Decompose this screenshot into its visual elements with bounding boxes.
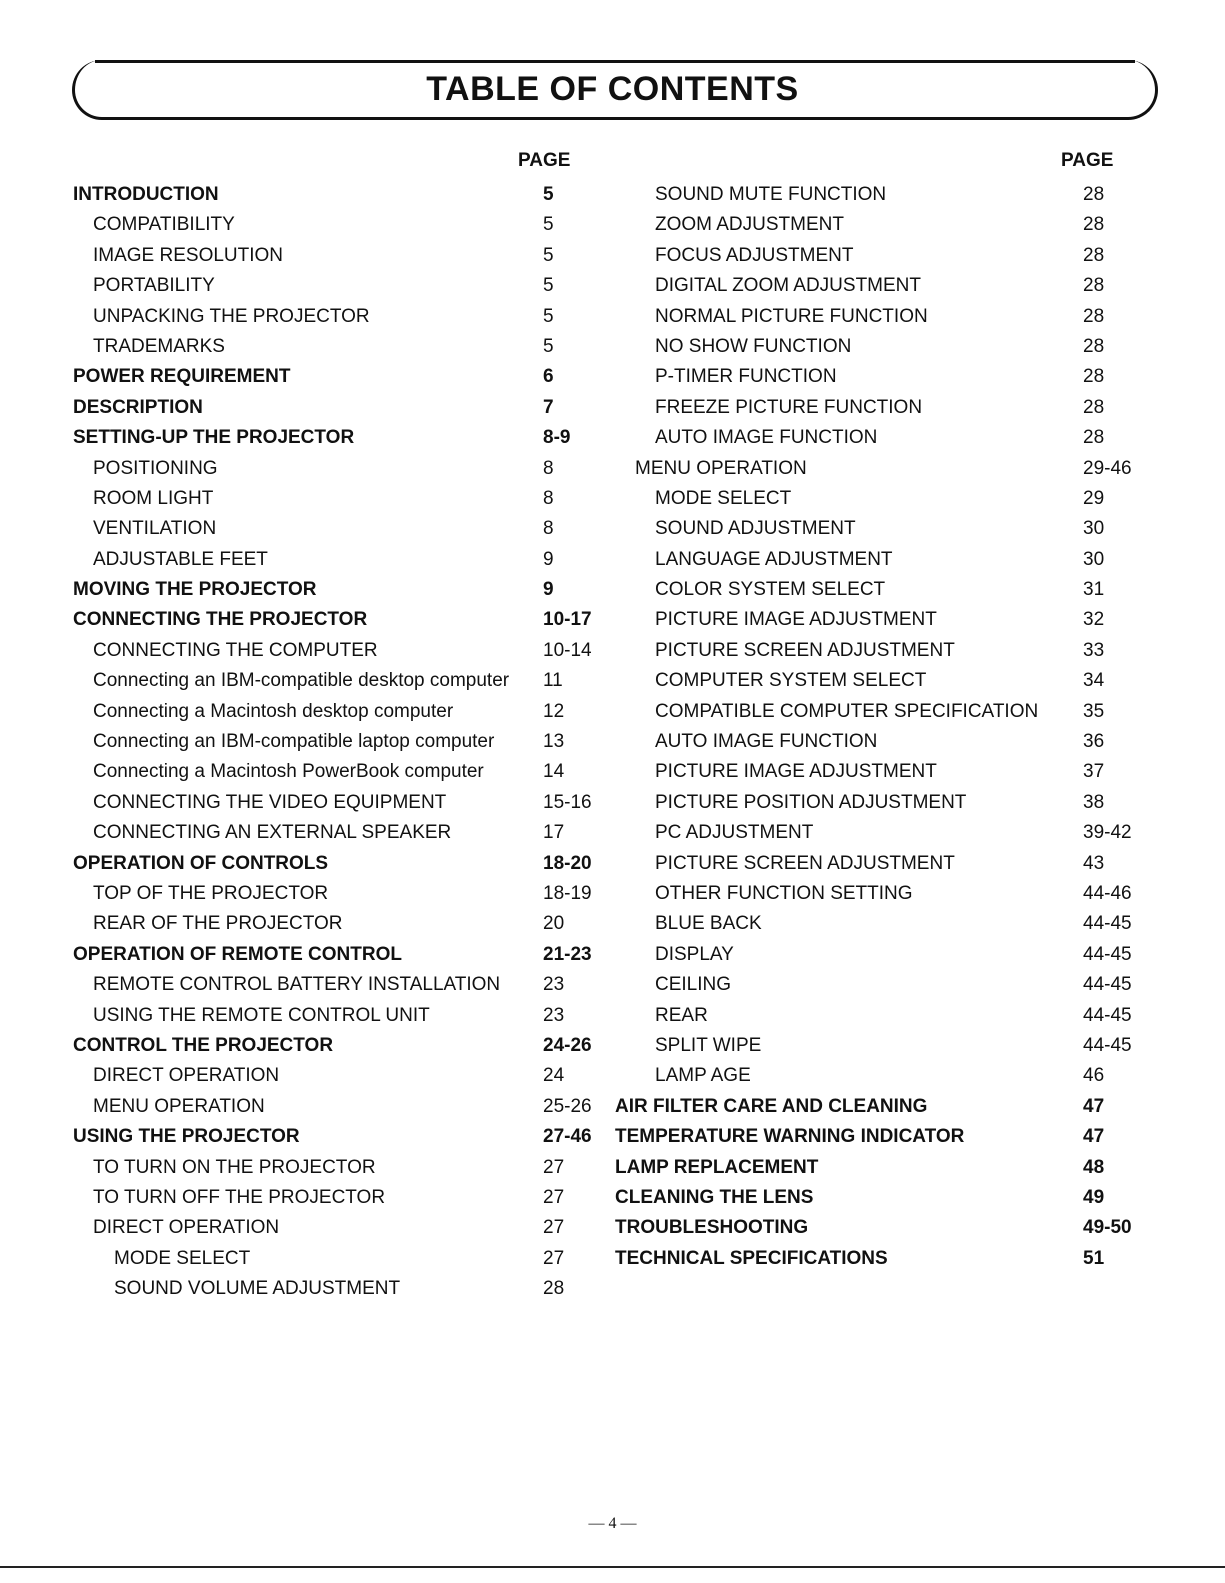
toc-entry bbox=[615, 666, 1175, 696]
page-column-header: PAGE bbox=[518, 150, 571, 171]
toc-entry bbox=[73, 271, 613, 301]
toc-entry-page: 28 bbox=[1083, 184, 1105, 205]
toc-entry bbox=[73, 818, 613, 848]
toc-entry-page: 23 bbox=[543, 974, 565, 996]
toc-entry-page: 33 bbox=[1083, 639, 1105, 661]
toc-entry-page: 28 bbox=[1083, 396, 1105, 418]
toc-entry-label: REAR bbox=[655, 1004, 708, 1026]
toc-entry-page: 29 bbox=[1083, 487, 1105, 509]
toc-entry-label: MOVING THE PROJECTOR bbox=[73, 579, 317, 601]
toc-entry-label: SOUND VOLUME ADJUSTMENT bbox=[114, 1278, 401, 1300]
toc-entry-page: 49 bbox=[1083, 1186, 1105, 1208]
toc-entry bbox=[615, 940, 1175, 970]
toc-entry-page: 27 bbox=[543, 1186, 565, 1208]
toc-entry-label: PICTURE SCREEN ADJUSTMENT bbox=[655, 639, 955, 661]
toc-entry-label: OPERATION OF CONTROLS bbox=[73, 852, 329, 874]
toc-entry-label: NO SHOW FUNCTION bbox=[655, 335, 852, 357]
toc-entry-label: Connecting an IBM-compatible laptop computer bbox=[93, 731, 495, 753]
toc-entry-label: TECHNICAL SPECIFICATIONS bbox=[615, 1247, 888, 1269]
toc-entry-label: TOP OF THE PROJECTOR bbox=[93, 882, 329, 904]
toc-entry-label: LAMP AGE bbox=[655, 1065, 751, 1087]
toc-entry-label: POSITIONING bbox=[93, 457, 218, 479]
toc-entry-page: 32 bbox=[1083, 609, 1105, 631]
toc-entry-label: LAMP REPLACEMENT bbox=[615, 1156, 819, 1178]
toc-entry-label: COMPATIBILITY bbox=[93, 214, 235, 236]
toc-entry-page: 13 bbox=[543, 731, 565, 753]
toc-entry bbox=[615, 1244, 1175, 1274]
toc-entry-label: VENTILATION bbox=[93, 518, 217, 540]
toc-entry bbox=[73, 1153, 613, 1183]
toc-entry bbox=[615, 788, 1175, 818]
toc-entry bbox=[615, 362, 1175, 392]
toc-entry-label: OTHER FUNCTION SETTING bbox=[655, 882, 913, 904]
toc-entry-label: DIRECT OPERATION bbox=[93, 1217, 280, 1239]
toc-entry bbox=[73, 1274, 613, 1304]
toc-entry bbox=[615, 241, 1175, 271]
toc-entry-page: 34 bbox=[1083, 670, 1105, 692]
toc-entry bbox=[615, 818, 1175, 848]
toc-entry bbox=[73, 697, 613, 727]
toc-entry bbox=[615, 1153, 1175, 1183]
toc-entry bbox=[73, 514, 613, 544]
toc-entry bbox=[73, 484, 613, 514]
toc-entry bbox=[615, 757, 1175, 787]
toc-entry-label: SETTING-UP THE PROJECTOR bbox=[73, 427, 355, 449]
toc-entry-label: PICTURE POSITION ADJUSTMENT bbox=[655, 791, 967, 813]
toc-entry-page: 28 bbox=[1083, 335, 1105, 357]
toc-entry-label: OPERATION OF REMOTE CONTROL bbox=[73, 943, 402, 965]
toc-entry-label: PORTABILITY bbox=[93, 275, 215, 297]
toc-entry-label: DISPLAY bbox=[655, 943, 734, 965]
toc-entry-page: 31 bbox=[1083, 579, 1105, 601]
toc-entry-page: 8 bbox=[543, 487, 554, 509]
toc-entry bbox=[73, 666, 613, 696]
toc-entry-label: CEILING bbox=[655, 974, 732, 996]
toc-entry bbox=[73, 1061, 613, 1091]
toc-entry-page: 5 bbox=[543, 184, 554, 205]
toc-entry-page: 14 bbox=[543, 761, 565, 783]
toc-entry-label: TO TURN ON THE PROJECTOR bbox=[93, 1156, 376, 1178]
toc-entry-label: PICTURE IMAGE ADJUSTMENT bbox=[655, 761, 937, 783]
toc-entry bbox=[73, 970, 613, 1000]
toc-entry-page: 21-23 bbox=[543, 943, 592, 965]
toc-entry-label: CONNECTING AN EXTERNAL SPEAKER bbox=[93, 822, 452, 844]
toc-entry-label: PC ADJUSTMENT bbox=[655, 822, 814, 844]
toc-entry-page: 5 bbox=[543, 244, 554, 266]
toc-entry-label: MENU OPERATION bbox=[93, 1095, 265, 1117]
toc-entry-label: CLEANING THE LENS bbox=[615, 1186, 814, 1208]
toc-entry bbox=[615, 1001, 1175, 1031]
toc-entry bbox=[73, 302, 613, 332]
toc-entry-page: 12 bbox=[543, 700, 565, 722]
toc-entry bbox=[615, 575, 1175, 605]
toc-entry bbox=[615, 271, 1175, 301]
toc-entry bbox=[615, 697, 1175, 727]
toc-entry-label: MENU OPERATION bbox=[635, 457, 807, 479]
toc-entry-label: POWER REQUIREMENT bbox=[73, 366, 291, 388]
toc-entry bbox=[615, 180, 1175, 210]
toc-entry-page: 27 bbox=[543, 1247, 565, 1269]
bottom-rule bbox=[0, 1566, 1225, 1568]
toc-entry bbox=[73, 362, 613, 392]
toc-entry-page: 24 bbox=[543, 1065, 565, 1087]
toc-entry-label: DIRECT OPERATION bbox=[93, 1065, 280, 1087]
toc-entry-page: 29-46 bbox=[1083, 457, 1132, 479]
toc-entry-page: 44-46 bbox=[1083, 882, 1132, 904]
toc-entry bbox=[73, 241, 613, 271]
toc-entry bbox=[615, 636, 1175, 666]
toc-entry-label: Connecting a Macintosh PowerBook computer bbox=[93, 761, 484, 783]
toc-entry bbox=[73, 849, 613, 879]
toc-entry-page: 5 bbox=[543, 305, 554, 327]
toc-entry-page: 20 bbox=[543, 913, 565, 935]
toc-entry bbox=[615, 1061, 1175, 1091]
toc-entry-label: COLOR SYSTEM SELECT bbox=[655, 579, 886, 601]
toc-entry-label: COMPATIBLE COMPUTER SPECIFICATION bbox=[655, 700, 1039, 722]
toc-entry bbox=[73, 1183, 613, 1213]
toc-entry-page: 5 bbox=[543, 214, 554, 236]
toc-entry-label: DIGITAL ZOOM ADJUSTMENT bbox=[655, 275, 922, 297]
toc-entry-label: LANGUAGE ADJUSTMENT bbox=[655, 548, 893, 570]
toc-entry-page: 30 bbox=[1083, 548, 1105, 570]
toc-entry bbox=[73, 1092, 613, 1122]
toc-entry bbox=[73, 940, 613, 970]
toc-entry-page: 44-45 bbox=[1083, 913, 1132, 935]
toc-entry-page: 44-45 bbox=[1083, 1034, 1132, 1056]
toc-entry bbox=[615, 454, 1175, 484]
toc-entry bbox=[615, 970, 1175, 1000]
toc-entry-page: 10-14 bbox=[543, 639, 592, 661]
toc-entry bbox=[73, 605, 613, 635]
toc-entry-label: UNPACKING THE PROJECTOR bbox=[93, 305, 370, 327]
toc-entry-page: 5 bbox=[543, 335, 554, 357]
toc-entry bbox=[615, 393, 1175, 423]
toc-entry bbox=[73, 1244, 613, 1274]
toc-entry-label: Connecting a Macintosh desktop computer bbox=[93, 700, 454, 722]
toc-entry-page: 44-45 bbox=[1083, 943, 1132, 965]
toc-entry-label: DESCRIPTION bbox=[73, 396, 203, 418]
toc-entry bbox=[615, 727, 1175, 757]
toc-entry bbox=[73, 788, 613, 818]
toc-entry-label: PICTURE SCREEN ADJUSTMENT bbox=[655, 852, 955, 874]
toc-entry-label: TEMPERATURE WARNING INDICATOR bbox=[615, 1126, 965, 1148]
toc-entry-page: 27 bbox=[543, 1156, 565, 1178]
toc-entry bbox=[73, 757, 613, 787]
toc-entry-label: BLUE BACK bbox=[655, 913, 762, 935]
toc-entry-page: 25-26 bbox=[543, 1095, 592, 1117]
toc-entry-page: 8 bbox=[543, 518, 554, 540]
page-column-header: PAGE bbox=[1061, 150, 1114, 171]
toc-entry-label: PICTURE IMAGE ADJUSTMENT bbox=[655, 609, 937, 631]
toc-entry bbox=[615, 545, 1175, 575]
toc-entry-page: 28 bbox=[543, 1278, 565, 1300]
toc-entry-page: 37 bbox=[1083, 761, 1105, 783]
toc-entry-page: 6 bbox=[543, 366, 554, 388]
toc-entry bbox=[615, 1213, 1175, 1243]
toc-entry-label: REMOTE CONTROL BATTERY INSTALLATION bbox=[93, 974, 501, 996]
toc-entries-right bbox=[615, 180, 1175, 1274]
toc-entry-label: Connecting an IBM-compatible desktop computer bbox=[93, 670, 510, 692]
toc-entry-label: CONNECTING THE VIDEO EQUIPMENT bbox=[93, 791, 447, 813]
toc-entry-label: IMAGE RESOLUTION bbox=[93, 244, 284, 266]
toc-entry bbox=[615, 1183, 1175, 1213]
toc-entry-label: SPLIT WIPE bbox=[655, 1034, 762, 1056]
toc-entry bbox=[73, 545, 613, 575]
toc-entry bbox=[73, 423, 613, 453]
toc-entry-page: 48 bbox=[1083, 1156, 1105, 1178]
page-number: — 4 — bbox=[588, 1515, 637, 1532]
toc-entry-page: 24-26 bbox=[543, 1034, 592, 1056]
toc-entry bbox=[615, 849, 1175, 879]
toc-entry-page: 49-50 bbox=[1083, 1217, 1132, 1239]
toc-entry-page: 18-20 bbox=[543, 852, 592, 874]
toc-entry bbox=[615, 302, 1175, 332]
toc-entry bbox=[73, 727, 613, 757]
toc-entry-page: 47 bbox=[1083, 1095, 1105, 1117]
toc-entry bbox=[73, 909, 613, 939]
toc-entry-page: 7 bbox=[543, 396, 554, 418]
toc-entry-page: 9 bbox=[543, 579, 554, 601]
page-title: TABLE OF CONTENTS bbox=[426, 70, 799, 108]
toc-entry bbox=[615, 879, 1175, 909]
toc-entry-page: 18-19 bbox=[543, 882, 592, 904]
toc-entry-label: TO TURN OFF THE PROJECTOR bbox=[93, 1186, 386, 1208]
toc-entry-label: P-TIMER FUNCTION bbox=[655, 366, 837, 388]
toc-entry bbox=[73, 575, 613, 605]
toc-entry bbox=[615, 332, 1175, 362]
toc-entry-label: USING THE REMOTE CONTROL UNIT bbox=[93, 1004, 430, 1026]
toc-entry bbox=[73, 332, 613, 362]
toc-entry bbox=[615, 1122, 1175, 1152]
toc-entry-label: TRADEMARKS bbox=[93, 335, 225, 357]
toc-entry-page: 44-45 bbox=[1083, 974, 1132, 996]
toc-entry-label: COMPUTER SYSTEM SELECT bbox=[655, 670, 927, 692]
toc-entry bbox=[73, 210, 613, 240]
toc-entry-page: 28 bbox=[1083, 275, 1105, 297]
toc-entry bbox=[615, 484, 1175, 514]
toc-entry-page: 8-9 bbox=[543, 427, 571, 449]
toc-entry-page: 11 bbox=[543, 670, 563, 692]
toc-entry-page: 36 bbox=[1083, 731, 1105, 753]
toc-entry-page: 17 bbox=[543, 822, 565, 844]
toc-entry bbox=[615, 1031, 1175, 1061]
toc-entry-page: 47 bbox=[1083, 1126, 1105, 1148]
toc-entry-page: 27 bbox=[543, 1217, 565, 1239]
toc-entry-label: ZOOM ADJUSTMENT bbox=[655, 214, 844, 236]
toc-entry bbox=[73, 879, 613, 909]
toc-entry-label: FOCUS ADJUSTMENT bbox=[655, 244, 854, 266]
toc-entry bbox=[73, 636, 613, 666]
toc-entry-page: 44-45 bbox=[1083, 1004, 1132, 1026]
toc-entry-label: SOUND ADJUSTMENT bbox=[655, 518, 856, 540]
toc-entry bbox=[73, 1001, 613, 1031]
toc-entry-page: 23 bbox=[543, 1004, 565, 1026]
toc-entry bbox=[73, 180, 613, 210]
toc-entry-label: INTRODUCTION bbox=[73, 184, 219, 205]
toc-entry-label: NORMAL PICTURE FUNCTION bbox=[655, 305, 928, 327]
toc-entry-page: 43 bbox=[1083, 852, 1105, 874]
toc-entry-label: CONNECTING THE COMPUTER bbox=[93, 639, 378, 661]
toc-entry-page: 28 bbox=[1083, 214, 1105, 236]
toc-entry-page: 30 bbox=[1083, 518, 1105, 540]
toc-entry-label: MODE SELECT bbox=[655, 487, 792, 509]
toc-entry bbox=[615, 210, 1175, 240]
toc-entry-label: CONTROL THE PROJECTOR bbox=[73, 1034, 334, 1056]
toc-entry-page: 28 bbox=[1083, 244, 1105, 266]
toc-entry-label: AIR FILTER CARE AND CLEANING bbox=[615, 1095, 928, 1117]
toc-entry bbox=[73, 1213, 613, 1243]
toc-entry-label: ADJUSTABLE FEET bbox=[93, 548, 268, 570]
toc-entry bbox=[73, 1122, 613, 1152]
toc-entry-page: 35 bbox=[1083, 700, 1105, 722]
toc-entry-page: 46 bbox=[1083, 1065, 1105, 1087]
toc-entry-page: 28 bbox=[1083, 366, 1105, 388]
toc-entry-page: 8 bbox=[543, 457, 554, 479]
toc-entry-page: 28 bbox=[1083, 305, 1105, 327]
toc-entry-page: 9 bbox=[543, 548, 554, 570]
toc-entry-page: 39-42 bbox=[1083, 822, 1132, 844]
toc-entry bbox=[73, 1031, 613, 1061]
toc-entry bbox=[615, 1092, 1175, 1122]
toc-entry-label: CONNECTING THE PROJECTOR bbox=[73, 609, 368, 631]
toc-entry-label: FREEZE PICTURE FUNCTION bbox=[655, 396, 923, 418]
toc-entry-label: SOUND MUTE FUNCTION bbox=[655, 184, 887, 205]
toc-entry-label: TROUBLESHOOTING bbox=[615, 1217, 809, 1239]
toc-entry-label: USING THE PROJECTOR bbox=[73, 1126, 300, 1148]
toc-entry-page: 15-16 bbox=[543, 791, 592, 813]
toc-entry bbox=[615, 909, 1175, 939]
toc-entry-label: AUTO IMAGE FUNCTION bbox=[655, 731, 878, 753]
toc-entry-page: 27-46 bbox=[543, 1126, 592, 1148]
toc-entry bbox=[615, 514, 1175, 544]
toc-entry bbox=[615, 423, 1175, 453]
toc-entry-page: 5 bbox=[543, 275, 554, 297]
toc-entry-page: 28 bbox=[1083, 427, 1105, 449]
toc-entry-page: 38 bbox=[1083, 791, 1105, 813]
toc-entry-label: MODE SELECT bbox=[114, 1247, 251, 1269]
toc-entries-left bbox=[73, 180, 613, 1304]
toc-entry bbox=[73, 393, 613, 423]
toc-entry bbox=[73, 454, 613, 484]
toc-entry-label: REAR OF THE PROJECTOR bbox=[93, 913, 343, 935]
toc-entry-page: 51 bbox=[1083, 1247, 1105, 1269]
toc-entry-page: 10-17 bbox=[543, 609, 592, 631]
toc-entry-label: ROOM LIGHT bbox=[93, 487, 214, 509]
toc-entry bbox=[615, 605, 1175, 635]
toc-entry-label: AUTO IMAGE FUNCTION bbox=[655, 427, 878, 449]
